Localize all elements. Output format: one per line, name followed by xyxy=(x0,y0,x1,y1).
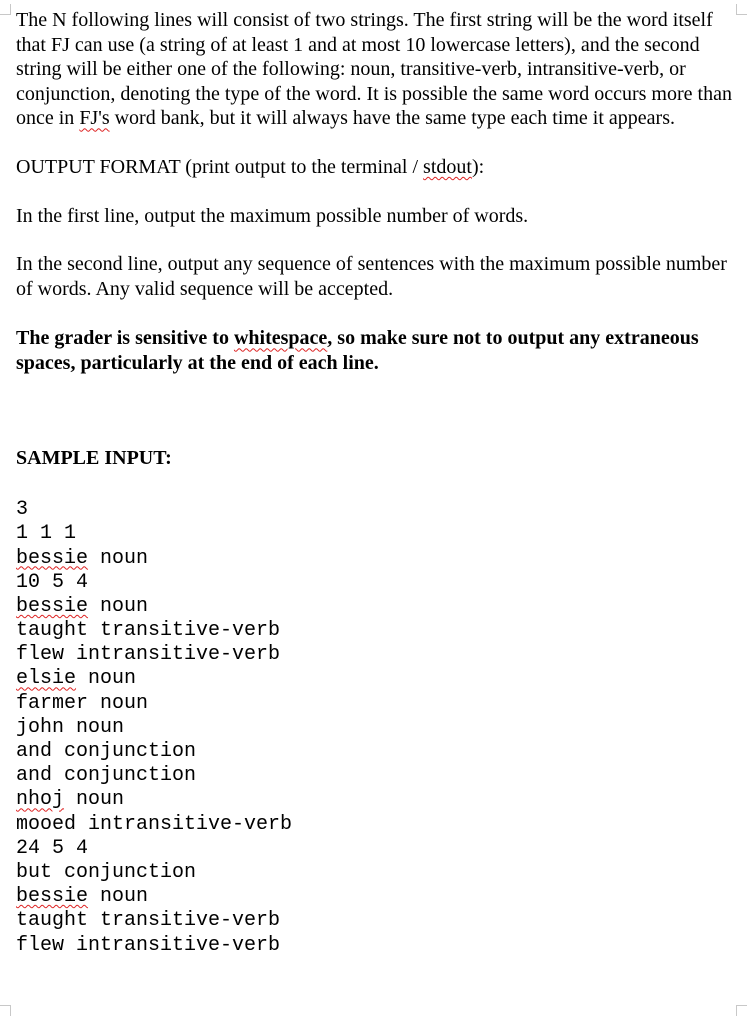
sample-token: noun xyxy=(64,788,125,812)
sample-token: conjunction xyxy=(52,860,197,884)
sample-input-line xyxy=(16,740,738,764)
sample-input-line xyxy=(16,861,738,885)
sample-token: transitive-verb xyxy=(88,909,281,933)
sample-token: bessie xyxy=(16,885,89,909)
sample-token: but xyxy=(16,860,53,884)
paragraph-text: , so make sure not to output any extraneous spaces, particularly at the end of each line. xyxy=(16,327,699,374)
sample-token: farmer xyxy=(16,691,89,715)
sample-token: 1 1 1 xyxy=(16,522,77,546)
sample-input-line xyxy=(16,885,738,909)
sample-token: noun xyxy=(88,546,149,570)
sample-input-line xyxy=(16,716,738,740)
sample-input-line xyxy=(16,934,738,958)
paragraph-text: The N following lines will consist of two strings. The first string will be the word itself that FJ can use (a string of at least 1 and at most 10 lowercase letters), and the second string will be either one of the following: noun, transitive-verb, intransitive-verb, or conjunction, denoting the type of the word. It is possible the same word occurs more than once in xyxy=(16,9,732,130)
whitespace-warning xyxy=(16,326,738,375)
input-format-paragraph xyxy=(16,8,738,131)
sample-token: flew xyxy=(16,933,65,957)
second-line-instruction: In the second line, output any sequence of sentences with the maximum possible number of words. Any valid sequence will be accepted. xyxy=(16,253,727,300)
sample-input-line xyxy=(16,909,738,933)
paragraph-text: word bank, but it will always have the same type each time it appears. xyxy=(109,107,675,130)
sample-token: noun xyxy=(76,667,137,691)
paragraph-text: ): xyxy=(471,155,485,178)
sample-token: noun xyxy=(88,594,149,618)
paragraph-text: The grader is sensitive to xyxy=(16,327,234,350)
first-line-instruction: In the first line, output the maximum possible number of words. xyxy=(16,204,529,227)
sample-token: and xyxy=(16,740,53,763)
sample-input-line xyxy=(16,764,738,788)
spellcheck-word: stdout xyxy=(423,155,472,178)
sample-token: bessie xyxy=(16,546,89,570)
sample-token: conjunction xyxy=(52,740,197,763)
page-corner-mark xyxy=(736,1005,747,1016)
sample-token: noun xyxy=(88,885,149,909)
sample-token: 3 xyxy=(16,498,29,522)
sample-token: taught xyxy=(16,619,89,643)
sample-input-line xyxy=(16,595,738,619)
sample-input-line xyxy=(16,837,738,861)
sample-token: mooed xyxy=(16,812,77,836)
sample-input-line xyxy=(16,522,738,546)
sample-token: conjunction xyxy=(52,764,197,788)
spellcheck-word: FJ's xyxy=(79,107,110,130)
sample-input-line xyxy=(16,571,738,595)
sample-token: nhoj xyxy=(16,788,65,812)
sample-input-line xyxy=(16,643,738,667)
paragraph-text: OUTPUT FORMAT (print output to the terminal / xyxy=(16,155,424,178)
sample-token: transitive-verb xyxy=(88,619,281,643)
sample-token: noun xyxy=(88,691,149,715)
sample-token: bessie xyxy=(16,594,89,618)
sample-input-heading: SAMPLE INPUT: xyxy=(16,446,172,469)
page-corner-mark xyxy=(0,4,11,15)
spellcheck-word: whitespace xyxy=(233,327,328,350)
sample-input-line xyxy=(16,619,738,643)
sample-token: intransitive-verb xyxy=(64,643,281,667)
sample-input-line xyxy=(16,788,738,812)
sample-input-line xyxy=(16,667,738,691)
sample-input-line xyxy=(16,498,738,522)
sample-input-block xyxy=(16,498,738,958)
sample-token: 10 5 4 xyxy=(16,570,89,594)
output-format-heading xyxy=(16,155,738,180)
sample-token: intransitive-verb xyxy=(64,933,281,957)
document-body xyxy=(16,8,738,958)
sample-token: taught xyxy=(16,909,89,933)
sample-token: noun xyxy=(64,715,125,739)
sample-input-line xyxy=(16,813,738,837)
sample-token: flew xyxy=(16,643,65,667)
sample-token: intransitive-verb xyxy=(76,812,293,836)
sample-token: and xyxy=(16,764,53,788)
sample-token: john xyxy=(16,715,65,739)
sample-input-line xyxy=(16,547,738,571)
sample-token: elsie xyxy=(16,667,77,691)
page-corner-mark xyxy=(0,1005,11,1016)
sample-input-line xyxy=(16,692,738,716)
sample-token: 24 5 4 xyxy=(16,836,89,860)
